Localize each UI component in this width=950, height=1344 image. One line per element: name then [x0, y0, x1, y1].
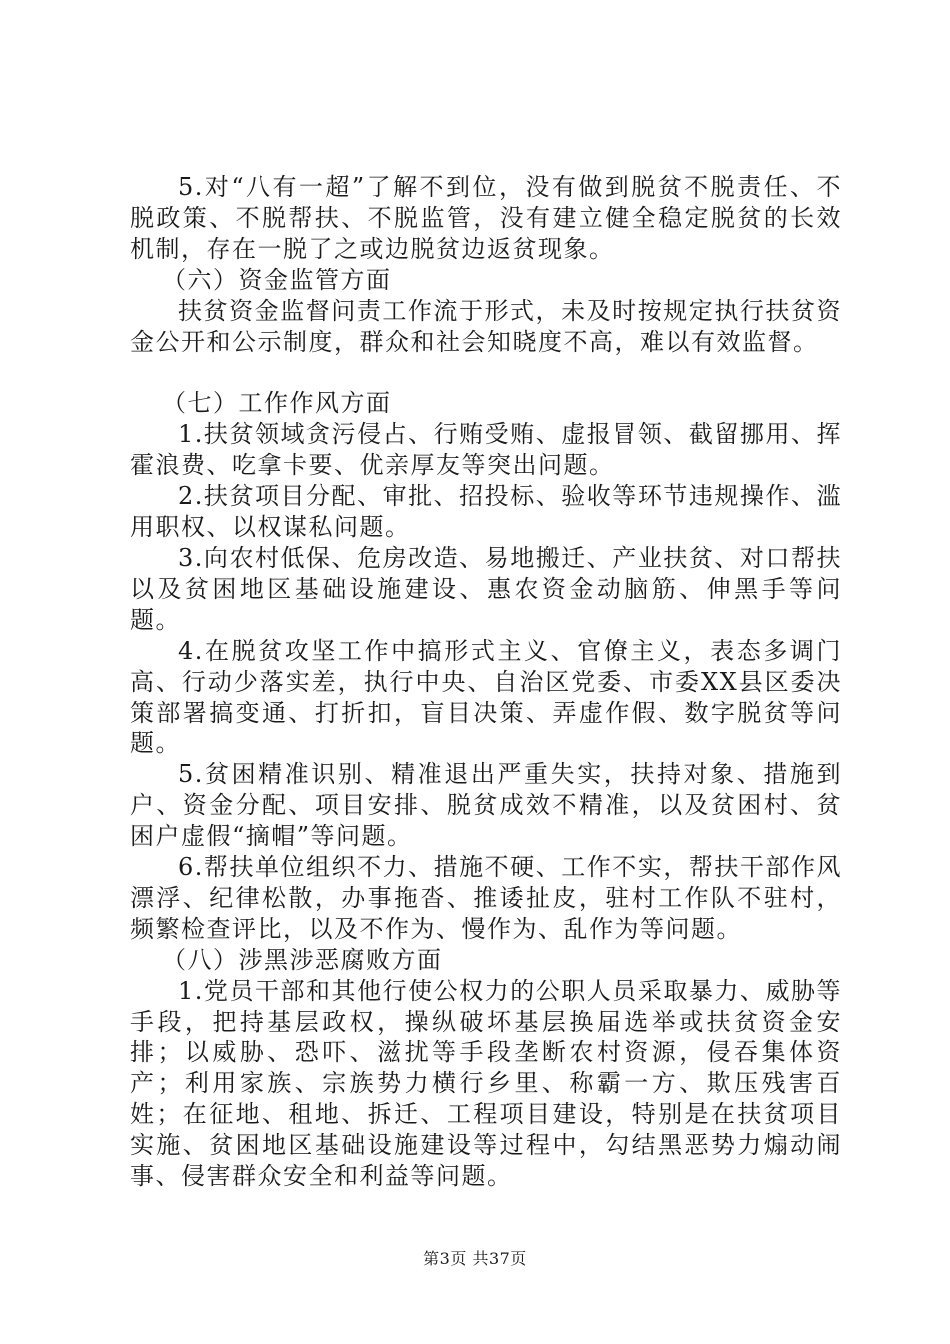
section-heading: （八）涉黑涉恶腐败方面	[162, 945, 443, 974]
paragraph: 4.在脱贫攻坚工作中搞形式主义、官僚主义，表态多调门高、行动少落实差，执行中央、自治区党委、市委XX县区委决策部署搞变通、打折扣，盲目决策、弄虚作假、数字脱贫等问题。	[130, 636, 842, 758]
paragraph: 6.帮扶单位组织不力、措施不硬、工作不实，帮扶干部作风漂浮、纪律松散，办事拖沓、推诿扯皮，驻村工作队不驻村，频繁检查评比，以及不作为、慢作为、乱作为等问题。	[130, 853, 842, 943]
paragraph: 扶贫资金监督问责工作流于形式，未及时按规定执行扶贫资金公开和公示制度，群众和社会知晓度不高，难以有效监督。	[130, 296, 842, 356]
section-heading: （七）工作作风方面	[162, 389, 392, 418]
section-heading: （六）资金监管方面	[162, 265, 392, 294]
paragraph: 1.党员干部和其他行使公权力的公职人员采取暴力、威胁等手段，把持基层政权，操纵破坏基层换届选举或扶贫资金安排；以威胁、恐吓、滋扰等手段垄断农村资源，侵吞集体资产；利用家族、宗族势力横行乡里、称霸一方、欺压残害百姓；在征地、租地、拆迁、工程项目建设，特别是在扶贫项目实施、贫困地区基础设施建设等过程中，勾结黑恶势力煽动闹事、侵害群众安全和利益等问题。	[130, 976, 842, 1191]
paragraph: 1.扶贫领域贪污侵占、行贿受贿、虚报冒领、截留挪用、挥霍浪费、吃拿卡要、优亲厚友等突出问题。	[130, 420, 842, 480]
document-body	[130, 172, 842, 1192]
paragraph: 5.贫困精准识别、精准退出严重失实，扶持对象、措施到户、资金分配、项目安排、脱贫成效不精准，以及贫困村、贫困户虚假“摘帽”等问题。	[130, 760, 842, 851]
page-footer: 第3页 共37页	[423, 1249, 527, 1268]
paragraph: 3.向农村低保、危房改造、易地搬迁、产业扶贫、对口帮扶以及贫困地区基础设施建设、惠农资金动脑筋、伸黑手等问题。	[130, 543, 842, 634]
paragraph: 2.扶贫项目分配、审批、招投标、验收等环节违规操作、滥用职权、以权谋私问题。	[130, 482, 842, 542]
blank-line	[130, 357, 842, 388]
paragraph: 5.对“八有一超”了解不到位，没有做到脱贫不脱责任、不脱政策、不脱帮扶、不脱监管，没有建立健全稳定脱贫的长效机制，存在一脱了之或边脱贫边返贫现象。	[130, 173, 842, 263]
